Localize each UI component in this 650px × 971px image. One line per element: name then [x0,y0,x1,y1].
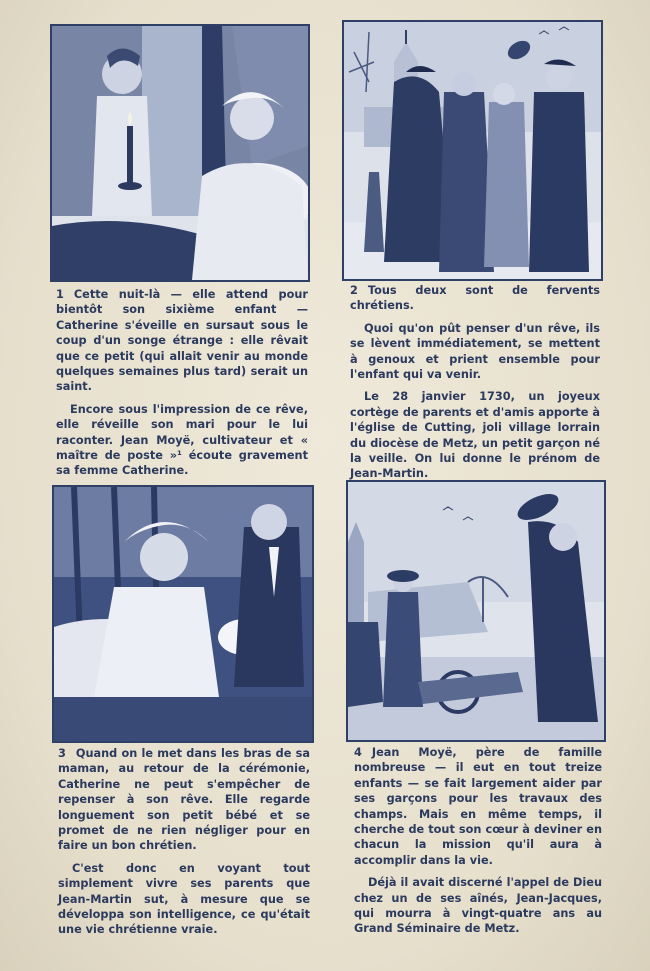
caption-2-paragraph-3: Le 28 janvier 1730, un joyeux cortège de parents et d'amis apporte à l'église de Cutting, joli village lorrain du diocèse de Metz, un petit garçon né la veille. On lui donne le prénom de Jean-Martin. [350,390,600,481]
caption-2 [350,283,600,489]
caption-2-paragraph-1: Tous deux sont de fervents chrétiens. [350,284,600,313]
caption-4-paragraph-1: Jean Moyë, père de famille nombreuse — il eut en tout treize enfants — se fait largement aider par ses garçons pour les travaux des champs. Mais en même temps, il cherche de tout son cœur à deviner en chacun la mission qu'il aura à accomplir dans la vie. [354,746,602,867]
illustration-3-drawing [54,487,312,741]
illustration-1-drawing [52,26,308,280]
illustration-3-mother-and-baby-scene [52,485,314,743]
caption-3 [58,746,310,945]
caption-3-paragraph-1: Quand on le met dans les bras de sa maman, au retour de la cérémonie, Catherine ne peut s'empêcher de repenser à son rêve. Elle regarde longuement son petit bébé et se promet de ne rien négliger pour en faire un bon chrétien. [58,747,310,853]
caption-1-paragraph-1: Cette nuit-là — elle attend pour bientôt son sixième enfant — Catherine s'éveille en sursaut sous le coup d'un songe étrange : elle rêvait que ce petit (qui allait venir au monde quelques semaines plus tard) serait un saint. [56,288,308,394]
caption-2-paragraph-2: Quoi qu'on pût penser d'un rêve, ils se lèvent immédiatement, se mettent à genoux et prient ensemble pour l'enfant qui va venir. [350,321,600,382]
caption-4-paragraph-2: Déjà il avait discerné l'appel de Dieu chez un de ses aînés, Jean-Jacques, qui mourra à vingt-quatre ans au Grand Séminaire de Metz. [354,876,602,936]
caption-2-number: 2 [350,284,358,297]
illustration-2-procession-scene [342,20,603,281]
caption-3-paragraph-2: C'est donc en voyant tout simplement vivre ses parents que Jean-Martin sut, à mesure que se développa son intelligence, ce qu'était une vie chrétienne vraie. [58,861,310,937]
caption-1 [56,287,308,514]
illustration-2-drawing [344,22,601,279]
caption-1-number: 1 [56,288,64,301]
illustration-4-farm-scene [346,480,606,742]
caption-4-number: 4 [354,746,362,759]
caption-1-paragraph-2: Encore sous l'impression de ce rêve, elle réveille son mari pour le lui raconter. Jean Moyë, cultivateur et « maître de poste »¹ écoute gravement sa femme Catherine. [56,402,308,478]
illustration-1-bedroom-scene [50,24,310,282]
caption-3-number: 3 [58,747,66,760]
illustration-4-drawing [348,482,604,740]
caption-4 [354,745,602,944]
